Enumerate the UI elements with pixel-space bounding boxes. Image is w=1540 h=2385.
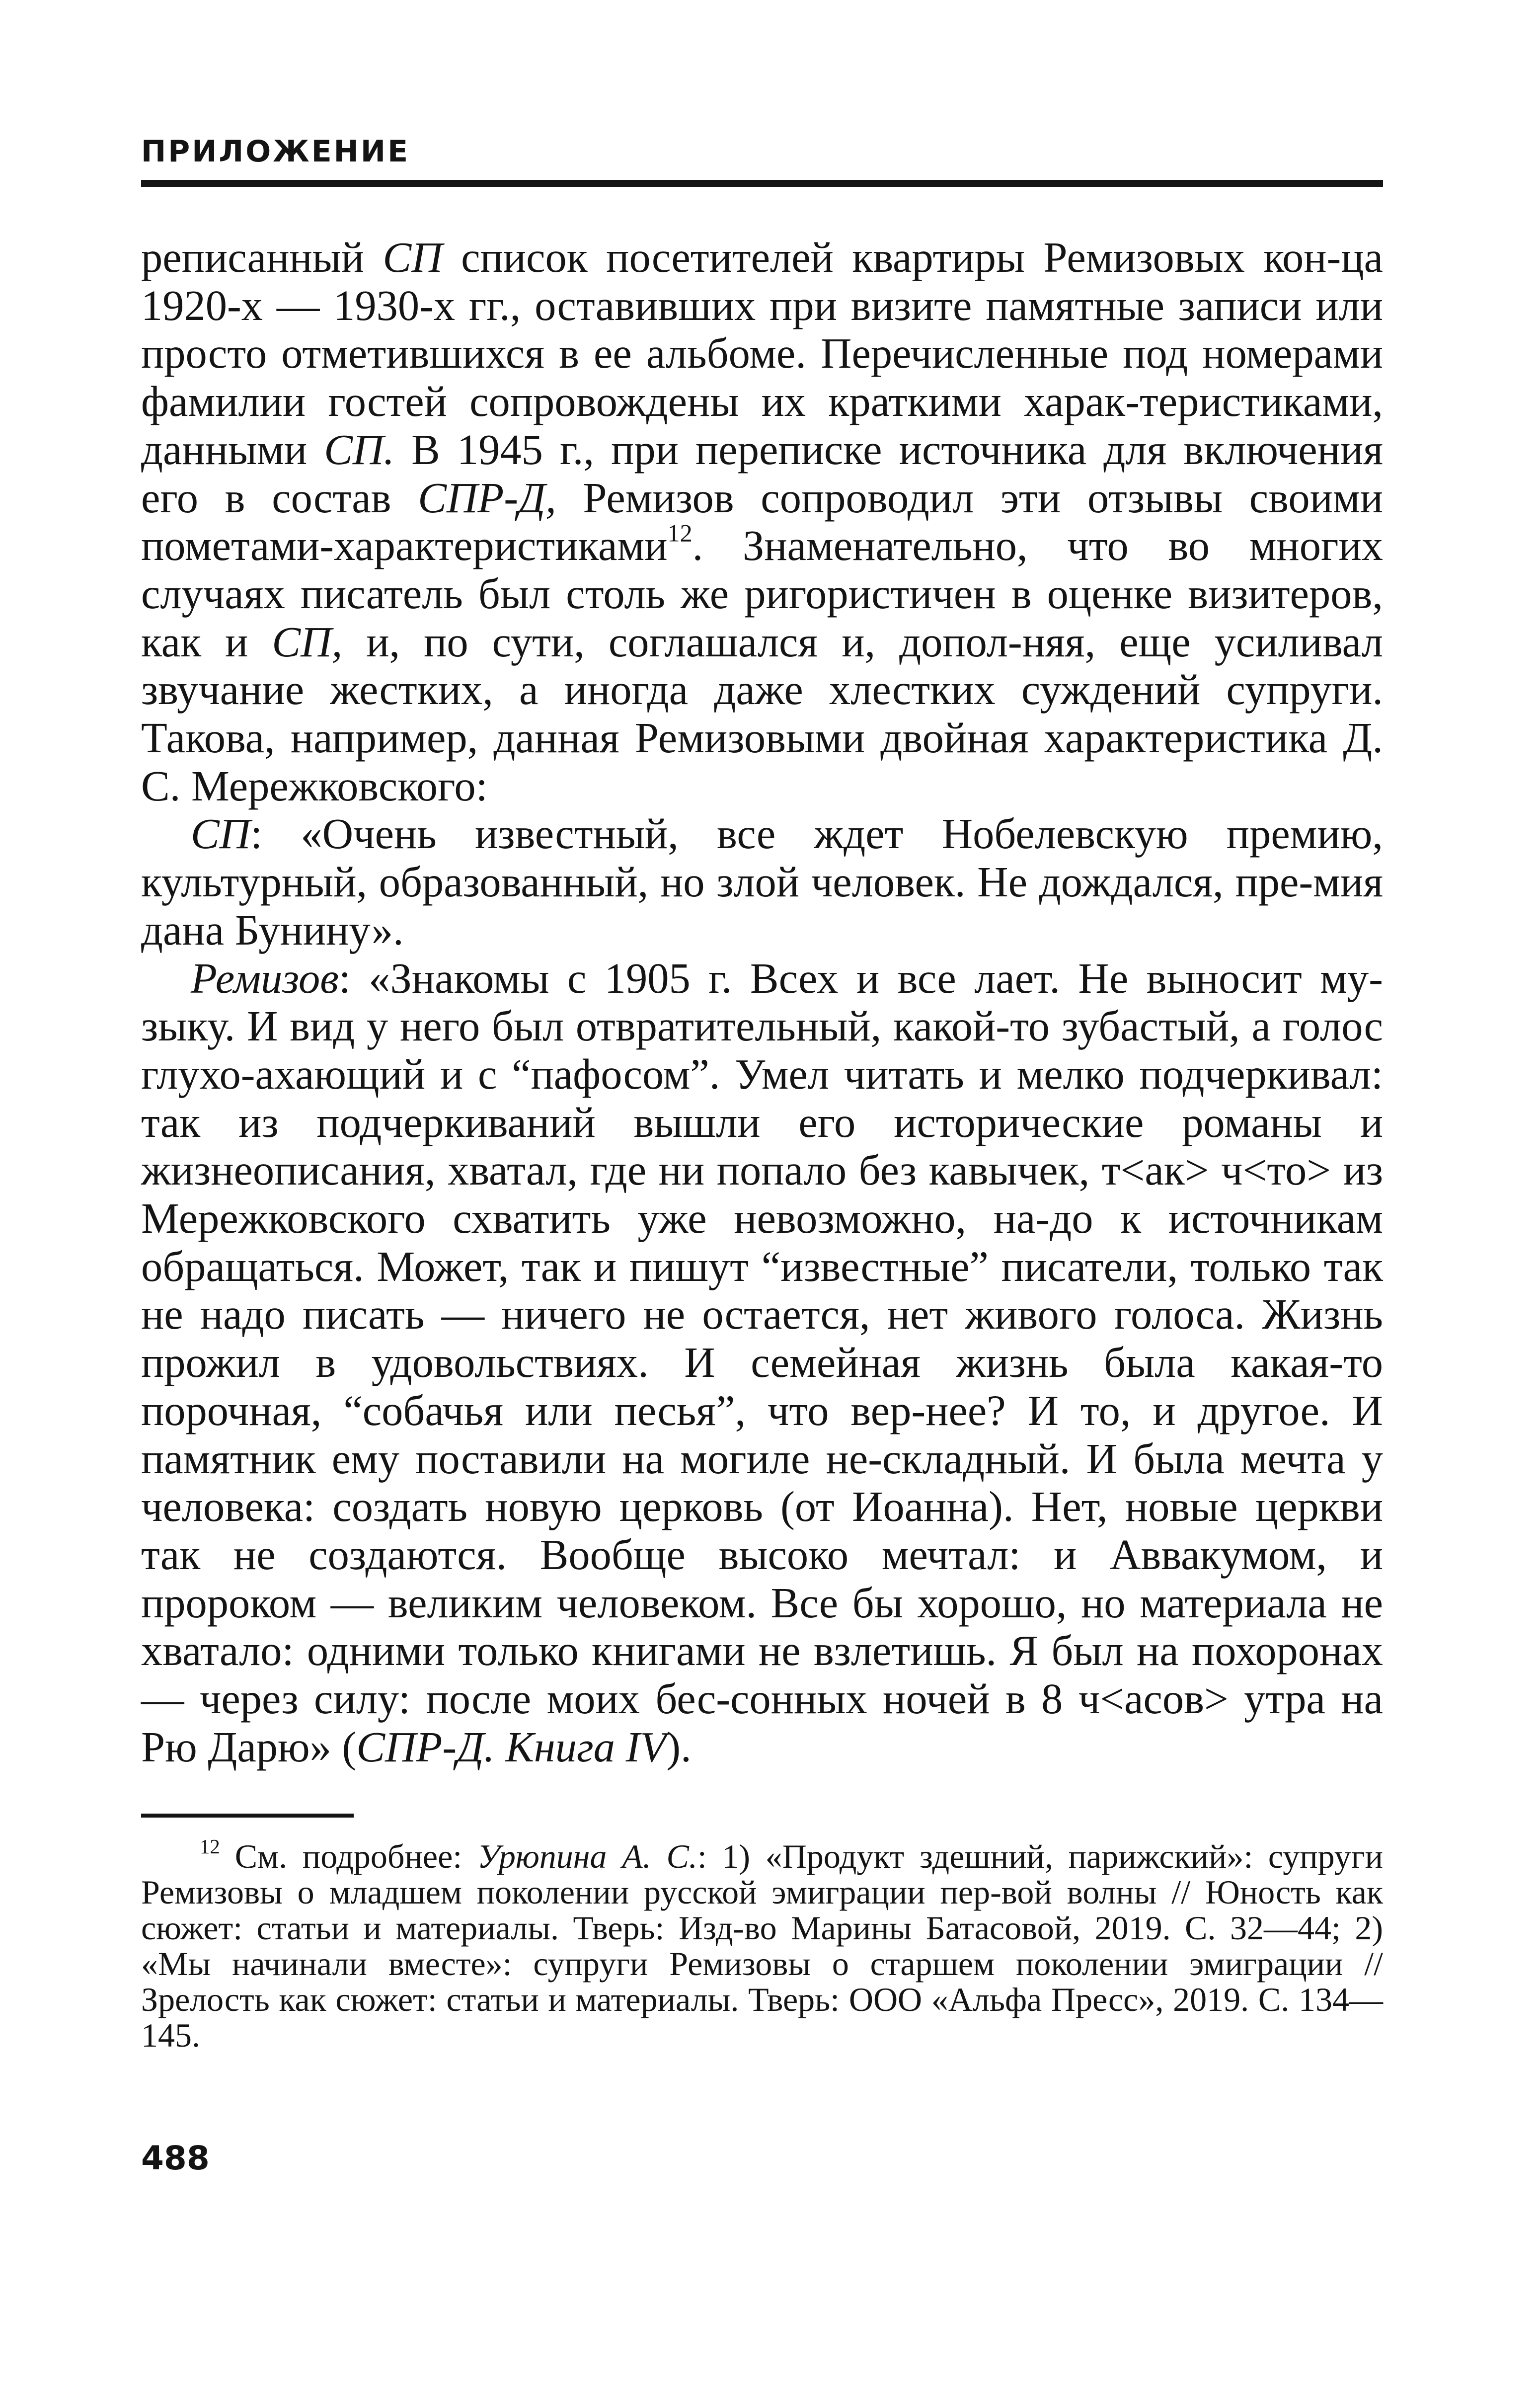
abbrev-sp: СП. — [324, 425, 395, 474]
text-run: ). — [666, 1723, 692, 1771]
text-run: реписанный — [141, 234, 383, 281]
text-run: . Знаменательно, что во многих случаях писатель был столь же ригористичен в оценке визитеров, как и — [141, 522, 1383, 666]
source-citation: СПР-Д. Книга IV — [356, 1723, 667, 1771]
footnote-12 — [141, 1835, 1383, 2054]
footnote-author: Урюпина А. С. — [477, 1837, 697, 1875]
footnote-text: : 1) «Продукт здешний, парижский»: супруги Ремизовы о младшем поколении русской эмиграции пер-вой волны // Юность как сюжет: статьи и материалы. Тверь: Изд-во Марины Батасовой, 2019. С. 32—44; 2) «Мы начинали вместе»: супруги Ремизовы о старшем поколении эмиграции // Зрелость как сюжет: статьи и материалы. Тверь: ООО «Альфа Пресс», 2019. С. 134—145. — [141, 1837, 1383, 2054]
abbrev-sp: СП, — [272, 618, 343, 666]
paragraph-2 — [141, 810, 1383, 954]
text-run: и, по сути, соглашался и, допол-няя, еще усиливал звучание жестких, а иногда даже хлестких суждений супруги. Такова, например, данная Ремизовыми двойная характеристика Д. С. Мережковского: — [141, 618, 1383, 810]
footnote-rule — [141, 1814, 354, 1818]
abbrev-sp: СП — [383, 234, 443, 281]
footnote-number: 12 — [200, 1835, 220, 1858]
abbrev-sprd: СПР-Д, — [418, 474, 556, 522]
running-header: ПРИЛОЖЕНИЕ — [141, 134, 410, 169]
header-rule — [141, 180, 1383, 187]
speaker-label: СП — [191, 810, 251, 858]
footnote — [141, 1835, 1383, 2054]
footnote-text: См. подробнее: — [234, 1837, 477, 1875]
page-number: 488 — [141, 2139, 210, 2177]
paragraph-1 — [141, 234, 1383, 810]
quote-text: : «Знакомы с 1905 г. Всех и все лает. Не выносит му-зыку. И вид у него был отвратительный, какой-то зубастый, а голос глухо-ахающий и с “пафосом”. Умел читать и мелко подчеркивал: так из подчеркиваний вышли его исторические романы и жизнеописания, хватал, где ни попало без кавычек, т<ак> ч<то> из Мережковского схватить уже невозможно, на-до к источникам обращаться. Может, так и пишут “известные” писатели, только так не надо писать — ничего не остается, нет живого голоса. Жизнь прожил в удовольствиях. И семейная жизнь была какая-то порочная, “собачья или песья”, что вер-нее? И то, и другое. И памятник ему поставили на могиле не-складный. И была мечта у человека: создать новую церковь (от Иоанна). Нет, новые церкви так не создаются. Вообще высоко мечтал: и Аввакумом, и пророком — великим человеком. Все бы хорошо, но материала не хватало: одними только книгами не взлетишь. Я был на похоронах — через силу: после моих бес-сонных ночей в 8 ч<асов> утра на Рю Дарю» ( — [141, 954, 1383, 1771]
main-text — [141, 234, 1383, 1771]
text-run: список посетителей квартиры Ремизовых кон-ца 1920-х — 1930-х гг., оставивших при визите памятные записи или просто отметившихся в ее альбоме. Перечисленные под номерами фамилии гостей сопровождены их краткими харак-теристиками, данными — [141, 234, 1383, 474]
paragraph-3 — [141, 954, 1383, 1771]
text-run: В 1945 г., при переписке источника для включения его в состав — [141, 425, 1383, 522]
text-run: Ремизов сопроводил эти отзывы своими пометами-характеристиками — [141, 474, 1384, 570]
quote-text: : «Очень известный, все ждет Нобелевскую премию, культурный, образованный, но злой человек. Не дождался, пре-мия дана Бунину». — [141, 810, 1383, 954]
footnote-ref[interactable]: 12 — [667, 519, 693, 547]
speaker-label: Ремизов — [191, 954, 339, 1002]
